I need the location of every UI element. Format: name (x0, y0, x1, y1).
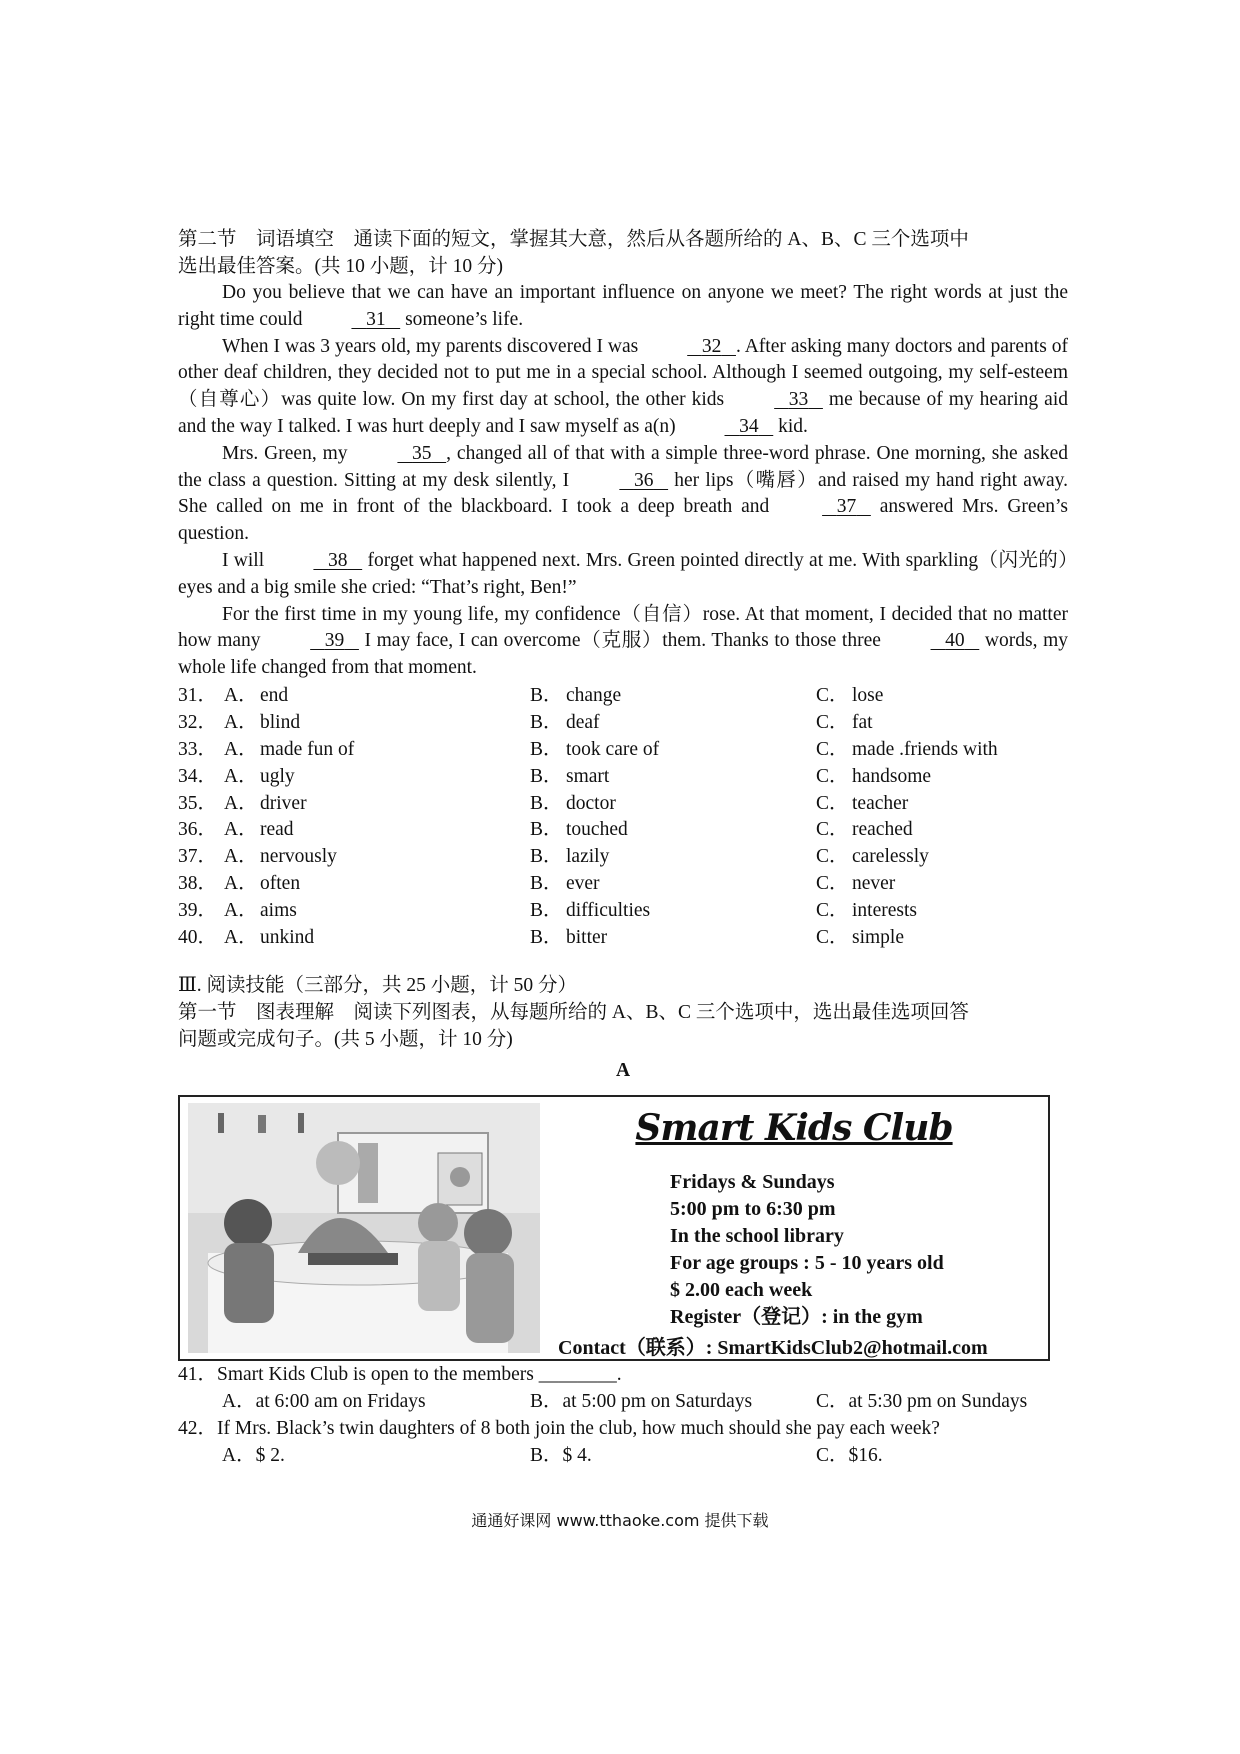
option-a (224, 898, 530, 925)
option-a (224, 791, 530, 818)
blank-36: 36 (633, 469, 654, 491)
option-letter: A． (224, 738, 258, 760)
passage-text: I may face, I can overcome（克服）them. Thanks to those three (358, 630, 887, 652)
part3-sec1-line2: 问题或完成句子。(共 5 小题，计 10 分) (178, 1028, 513, 1050)
option-row (178, 764, 1068, 791)
question-stem: 41．Smart Kids Club is open to the members ________. (178, 1363, 622, 1385)
exam-page (178, 226, 1068, 1469)
question-number: 40． (178, 926, 218, 948)
blank-40: 40 (945, 630, 965, 652)
part3-sec1-line1: 第一节 图表理解 阅读下列图表，从每题所给的 A、B、C 三个选项中，选出最佳选项回答 (178, 1001, 969, 1023)
option-text: touched (566, 819, 628, 841)
question-number: 37． (178, 846, 218, 868)
option-letter: C． (816, 873, 849, 895)
question-option-a: A．at 6:00 am on Fridays (222, 1390, 426, 1412)
passage-text: Do you believe that we can have an important influence on anyone we meet? The right words at just the right time could (178, 282, 1068, 330)
option-row (178, 791, 1068, 818)
question-options (178, 1442, 1068, 1469)
option-b (530, 710, 816, 737)
question-number: 39． (178, 900, 218, 922)
blank-37: 37 (836, 496, 857, 518)
option-text: deaf (566, 711, 600, 733)
blank-32: 32 (701, 335, 722, 357)
passage-text: . After asking many doctors and parents of other deaf children, they decided not to put me in a special school. Although I seemed outgoing, my self-esteem（自尊心）was quite low. On my first day at school, the other kids (178, 335, 1068, 411)
option-letter: A． (224, 873, 258, 895)
option-text: read (260, 819, 294, 841)
ad-line: Fridays & Sundays (670, 1170, 835, 1193)
option-row (178, 683, 1068, 710)
option-row (178, 844, 1068, 871)
option-c (816, 925, 1068, 952)
passage-text: kid. (773, 415, 808, 437)
passage-text: me because of my hearing aid and the way I talked. I was hurt deeply and I saw myself as a(n) (178, 389, 1068, 437)
option-c (816, 844, 1068, 871)
question-option-c: C．$16. (816, 1444, 883, 1466)
question-option-a: A．$ 2. (222, 1444, 285, 1466)
option-row (178, 871, 1068, 898)
option-text: made .friends with (852, 738, 998, 760)
reading-questions (178, 1361, 1068, 1469)
option-a (224, 683, 530, 710)
option-letter: B． (530, 711, 563, 733)
option-b (530, 844, 816, 871)
option-a (224, 844, 530, 871)
question-options (178, 1388, 1068, 1415)
option-b (530, 898, 816, 925)
blank-35: 35 (412, 442, 432, 464)
option-letter: C． (816, 684, 849, 706)
option-text: handsome (852, 765, 932, 787)
option-b (530, 683, 816, 710)
option-c (816, 791, 1068, 818)
question-number: 33． (178, 738, 218, 760)
passage-text: forget what happened next. Mrs. Green pointed directly at me. With sparkling（闪光的）eyes and a big smile she cried: “That’s right, Ben!” (178, 549, 1068, 598)
option-text: smart (566, 765, 610, 787)
option-c (816, 737, 1068, 764)
option-letter: B． (530, 738, 563, 760)
classroom-photo (188, 1103, 540, 1353)
footer-text: 通通好课网 www.tthaoke.com 提供下载 (471, 1511, 769, 1530)
question-number: 34． (178, 765, 218, 787)
option-letter: C． (816, 711, 849, 733)
ad-line: For age groups : 5 - 10 years old (670, 1251, 944, 1274)
passage-paragraph (178, 602, 1068, 682)
blank-38: 38 (328, 549, 348, 571)
option-text: lose (852, 684, 884, 706)
option-text: interests (852, 900, 917, 922)
passage-text: When I was 3 years old, my parents discovered I was (222, 335, 644, 357)
smart-kids-club-ad (178, 1095, 1050, 1361)
option-text: bitter (566, 926, 608, 948)
option-letter: C． (816, 792, 849, 814)
option-letter: A． (224, 765, 258, 787)
question-number: 35． (178, 792, 218, 814)
option-row (178, 710, 1068, 737)
option-row (178, 898, 1068, 925)
option-c (816, 764, 1068, 791)
passage-text: , changed all of that with a simple three-word phrase. One morning, she asked the class a question. Sitting at my desk silently, I (178, 442, 1068, 491)
ad-info (540, 1097, 1048, 1359)
option-letter: A． (224, 792, 258, 814)
part3-heading (178, 972, 1068, 1053)
classroom-photo-illustration (188, 1103, 540, 1353)
option-letter: A． (224, 846, 258, 868)
option-a (224, 737, 530, 764)
option-letter: C． (816, 819, 849, 841)
passage-paragraph (178, 548, 1068, 602)
passage-text: words, my whole life changed from that moment. (178, 630, 1068, 679)
option-letter: A． (224, 711, 258, 733)
option-letter: B． (530, 684, 563, 706)
option-letter: C． (816, 765, 849, 787)
passage-text: I will (222, 549, 270, 571)
question-option-c: C．at 5:30 pm on Sundays (816, 1390, 1028, 1412)
option-letter: A． (224, 819, 258, 841)
question-number: 31． (178, 684, 218, 706)
ad-line: $ 2.00 each week (670, 1278, 813, 1301)
option-letter: C． (816, 846, 849, 868)
option-text: simple (852, 926, 904, 948)
passage-text: someone’s life. (400, 308, 524, 330)
question-number: 32． (178, 711, 218, 733)
option-text: end (260, 684, 289, 706)
passage-text: answered Mrs. Green’s question. (178, 496, 1068, 545)
option-text: driver (260, 792, 307, 814)
option-a (224, 764, 530, 791)
section2-heading-line1: 第二节 词语填空 通读下面的短文，掌握其大意，然后从各题所给的 A、B、C 三个选项中 (178, 229, 969, 250)
ad-contact: Contact（联系）: SmartKidsClub2@hotmail.com (558, 1336, 988, 1359)
passage-text: For the first time in my young life, my confidence（自信）rose. At that moment, I decided that no matter how many (178, 603, 1068, 652)
option-c (816, 871, 1068, 898)
ad-line: Register（登记）: in the gym (670, 1305, 923, 1328)
option-letter: B． (530, 900, 563, 922)
option-a (224, 925, 530, 952)
question-stem: 42．If Mrs. Black’s twin daughters of 8 both join the club, how much should she pay each week? (178, 1417, 940, 1439)
option-letter: B． (530, 873, 563, 895)
blank-31: 31 (366, 308, 386, 330)
option-text: nervously (260, 846, 337, 868)
option-b (530, 737, 816, 764)
option-b (530, 817, 816, 844)
option-text: lazily (566, 846, 610, 868)
option-b (530, 791, 816, 818)
passage-text: her lips（嘴唇）and raised my hand right away. She called on me in front of the blackboard. I took a deep breath and (178, 469, 1068, 518)
option-text: aims (260, 900, 297, 922)
option-row (178, 925, 1068, 952)
option-text: blind (260, 711, 301, 733)
option-text: ugly (260, 765, 295, 787)
option-text: never (852, 873, 896, 895)
ad-title: Smart Kids Club (635, 1106, 953, 1149)
option-c (816, 683, 1068, 710)
ad-line: In the school library (670, 1224, 844, 1247)
section2-heading-line2: 选出最佳答案。(共 10 小题，计 10 分) (178, 256, 503, 277)
option-text: change (566, 684, 622, 706)
option-letter: B． (530, 926, 563, 948)
option-b (530, 871, 816, 898)
option-letter: C． (816, 926, 849, 948)
option-row (178, 817, 1068, 844)
question-option-b: B．at 5:00 pm on Saturdays (530, 1390, 753, 1412)
option-text: made fun of (260, 738, 355, 760)
option-letter: A． (224, 926, 258, 948)
passage-letter: A (615, 1059, 631, 1081)
option-text: ever (566, 873, 600, 895)
cloze-options (178, 683, 1068, 952)
blank-34: 34 (739, 415, 759, 437)
part3-title: Ⅲ. 阅读技能（三部分，共 25 小题，计 50 分） (178, 974, 578, 996)
ad-line: 5:00 pm to 6:30 pm (670, 1197, 836, 1220)
option-text: carelessly (852, 846, 929, 868)
option-letter: A． (224, 900, 258, 922)
cloze-passage (178, 280, 1068, 682)
option-row (178, 737, 1068, 764)
passage-text: Mrs. Green, my (222, 442, 354, 464)
option-text: doctor (566, 792, 616, 814)
question-number: 38． (178, 873, 218, 895)
option-letter: B． (530, 765, 563, 787)
passage-paragraph (178, 441, 1068, 548)
option-a (224, 871, 530, 898)
option-text: teacher (852, 792, 909, 814)
option-c (816, 710, 1068, 737)
option-c (816, 898, 1068, 925)
blank-33: 33 (788, 389, 809, 411)
option-letter: C． (816, 738, 849, 760)
blank-39: 39 (324, 630, 345, 652)
question-option-b: B．$ 4. (530, 1444, 592, 1466)
option-b (530, 925, 816, 952)
option-letter: B． (530, 792, 563, 814)
ad-details (670, 1169, 944, 1331)
option-text: reached (852, 819, 913, 841)
option-text: fat (852, 711, 873, 733)
option-text: unkind (260, 926, 315, 948)
option-a (224, 710, 530, 737)
passage-paragraph (178, 334, 1068, 441)
option-text: took care of (566, 738, 660, 760)
option-letter: B． (530, 846, 563, 868)
option-c (816, 817, 1068, 844)
option-letter: C． (816, 900, 849, 922)
option-b (530, 764, 816, 791)
question-number: 36． (178, 819, 218, 841)
option-text: often (260, 873, 301, 895)
option-letter: B． (530, 819, 563, 841)
passage-paragraph (178, 280, 1068, 334)
option-letter: A． (224, 684, 258, 706)
option-a (224, 817, 530, 844)
option-text: difficulties (566, 900, 651, 922)
